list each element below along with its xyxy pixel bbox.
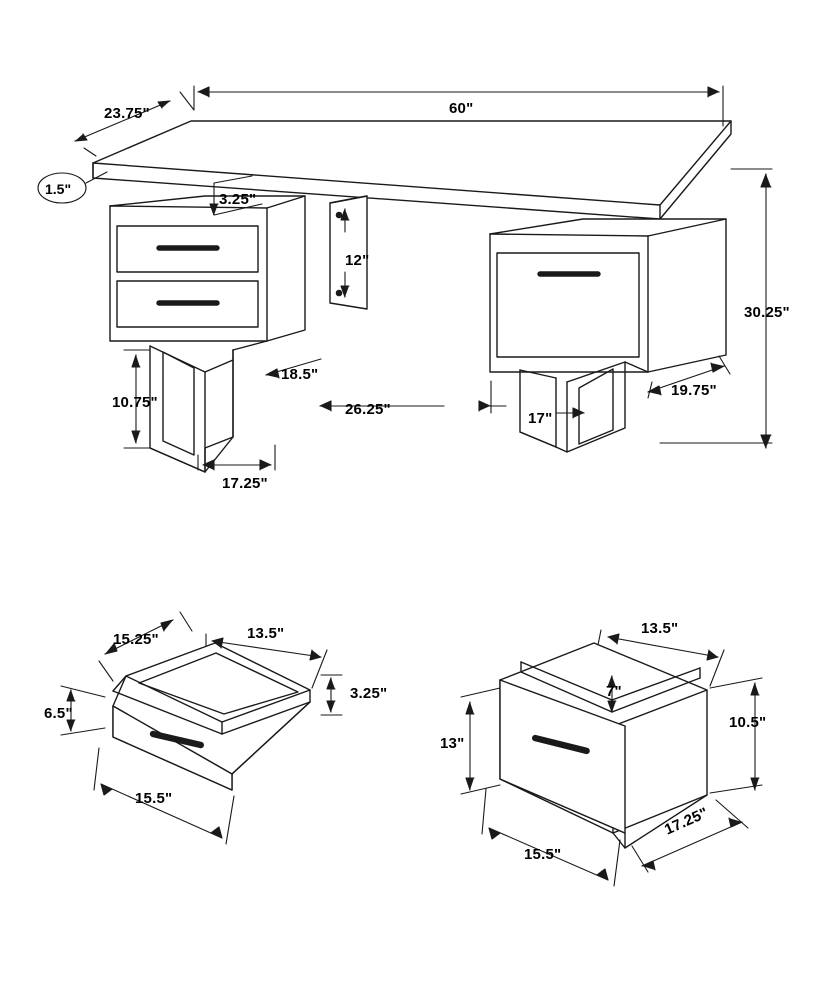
dimension-small-drawer-side-height: 6.5" [44,705,73,722]
dimension-center-span: 26.25" [345,401,391,418]
left-cabinet [110,196,305,341]
dimension-center-panel-height: 12" [345,252,370,269]
dimension-right-cabinet-width: 17" [528,410,553,427]
dimension-file-drawer-inner-depth: 7" [606,683,622,700]
dimension-file-drawer-depth: 17.25" [662,804,711,839]
desk-assembly-view [93,121,731,472]
dimension-small-drawer-top-width: 13.5" [247,625,285,642]
dimension-left-leg-depth: 17.25" [222,475,268,492]
dimension-depth-top: 23.75" [104,105,150,122]
right-cabinet [490,219,726,372]
dimension-left-leg-height: 10.75" [112,394,158,411]
dimension-file-drawer-front-height: 13" [440,735,465,752]
left-leg-frame [150,341,267,472]
dimension-right-leg-depth: 19.75" [671,382,717,399]
dimension-overall-height: 30.25" [744,304,790,321]
dimension-file-drawer-top-width: 13.5" [641,620,679,637]
dimension-small-drawer-front-width: 15.5" [135,790,173,807]
dimension-top-thickness: 1.5" [45,181,72,197]
dimension-file-drawer-side-height: 10.5" [729,714,767,731]
dimension-drawer-front-height: 3.25" [219,191,257,208]
dimension-left-cabinet-depth: 18.5" [281,366,319,383]
dimension-file-drawer-front-width: 15.5" [524,846,562,863]
dimension-small-drawer-depth: 15.25" [113,631,159,648]
right-leg-frame [520,362,648,452]
dimension-small-drawer-box-height: 3.25" [350,685,388,702]
small-drawer-view [113,643,310,790]
dimension-width-top: 60" [449,100,474,117]
